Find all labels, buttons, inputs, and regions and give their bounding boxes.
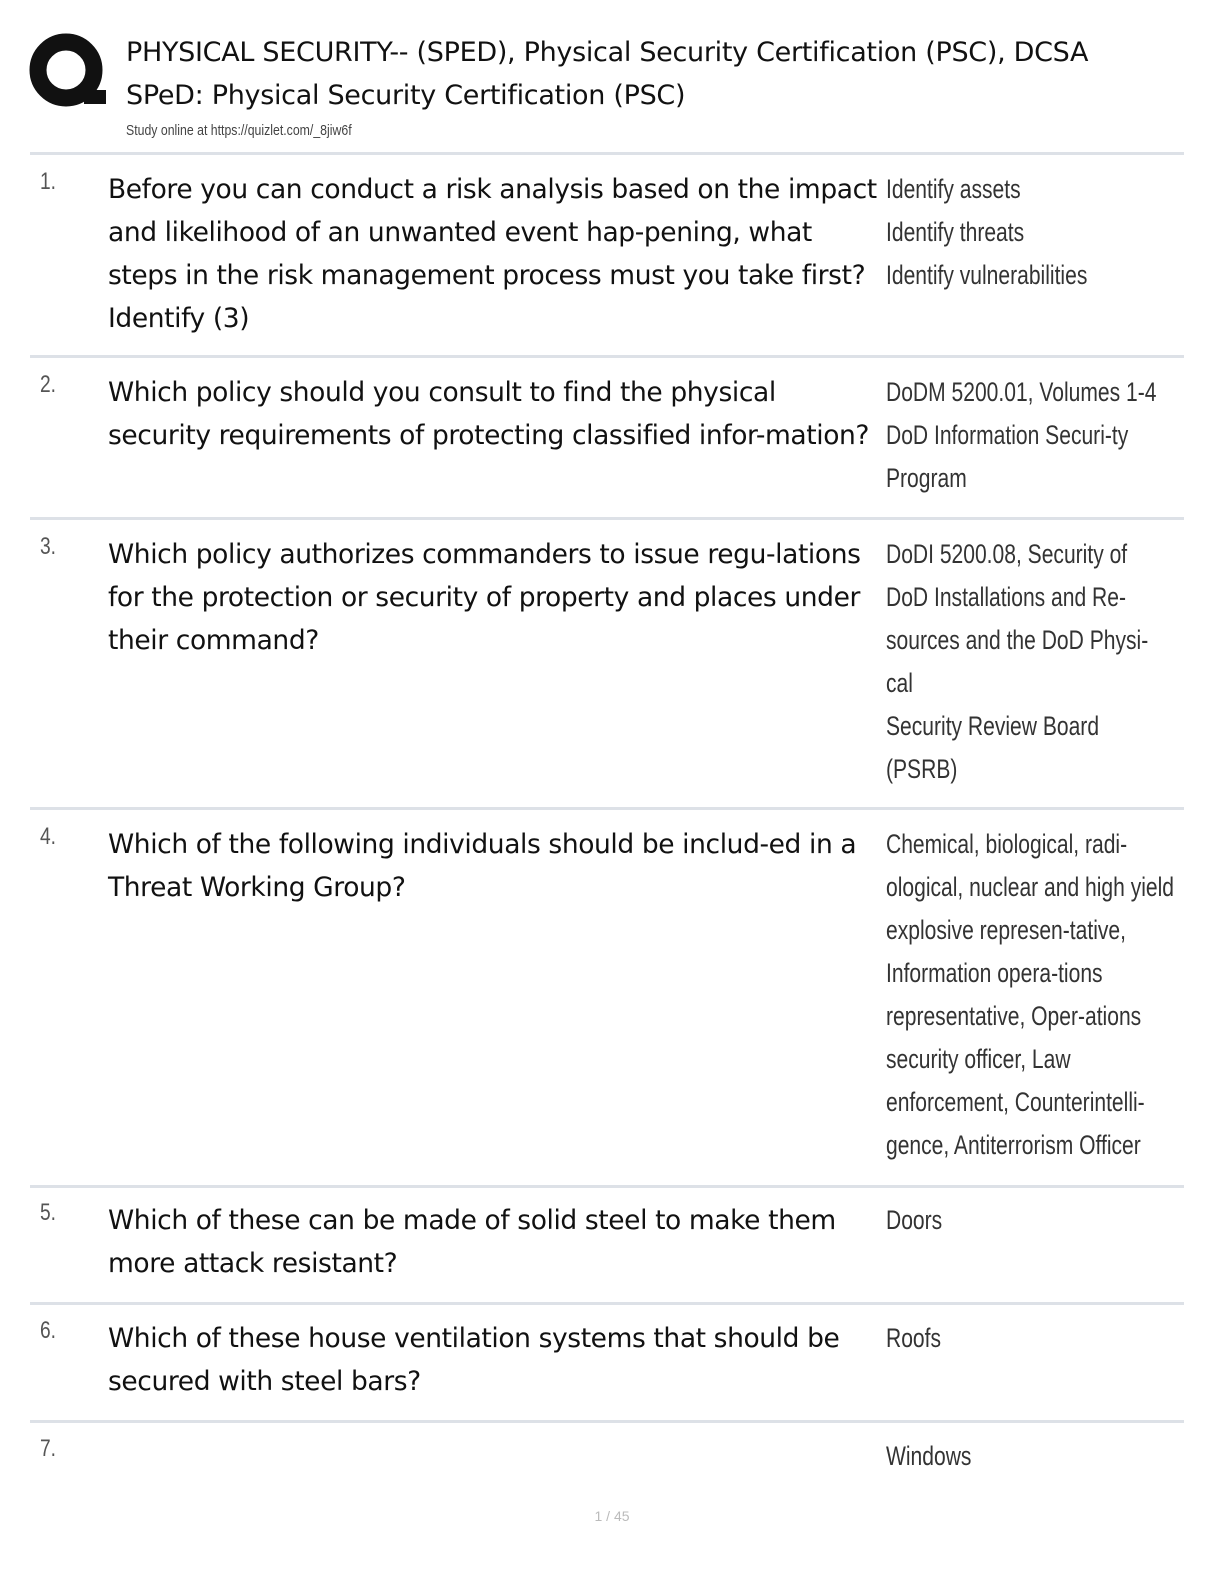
card-answer: Chemical, biological, radi-ological, nuclear and high yield explosive represen-tative, Information opera-tions representative, Oper-ations security officer, Law enforcement, Counterintelli-gence, Antiterrorism Officer [886,829,1175,1160]
card-answer: Roofs [886,1323,942,1353]
divider [30,807,1184,810]
card-number: 7. [40,1435,57,1462]
card-question: Before you can conduct a risk analysis based on the impact and likelihood of an unwanted event hap-pening, what steps in the risk management process must you take first? Identify (3) [108,174,877,334]
card-number: 1. [40,168,57,195]
document-title-line1: PHYSICAL SECURITY-- (SPED), Physical Security Certification (PSC), DCSA [126,37,1089,68]
card-question: Which of these can be made of solid steel to make them more attack resistant? [108,1205,836,1279]
divider [30,517,1184,520]
document-header [28,28,1188,152]
divider [30,152,1184,155]
card-question: Which policy authorizes commanders to issue regu-lations for the protection or security of property and places under their command? [108,539,861,656]
card-number: 6. [40,1317,57,1344]
card-answer: DoDI 5200.08, Security of DoD Installations and Re-sources and the DoD Physi-cal Security Review Board (PSRB) [886,539,1149,784]
divider [30,1420,1184,1423]
card-answer: Identify assets Identify threats Identify vulnerabilities [886,174,1088,290]
card-answer: Windows [886,1441,972,1471]
card-number: 2. [40,371,57,398]
card-question: Which of these house ventilation systems that should be secured with steel bars? [108,1323,840,1397]
card-number: 5. [40,1199,57,1226]
card-answer: Doors [886,1205,943,1235]
card-question: Which policy should you consult to find the physical security requirements of protecting classified infor-mation? [108,377,870,451]
card-number: 3. [40,533,57,560]
divider [30,1302,1184,1305]
divider [30,355,1184,358]
study-online-link[interactable]: Study online at https://quizlet.com/_8jiw6f [126,122,352,139]
divider [30,1185,1184,1188]
document-title-line2: SPeD: Physical Security Certification (PSC) [126,80,686,111]
page-indicator: 1 / 45 [594,1508,630,1524]
card-number: 4. [40,823,57,850]
card-question: Which of the following individuals should be includ-ed in a Threat Working Group? [108,829,857,903]
card-answer: DoDM 5200.01, Volumes 1-4 DoD Information Securi-ty Program [886,377,1157,493]
quizlet-logo-icon [28,32,108,112]
